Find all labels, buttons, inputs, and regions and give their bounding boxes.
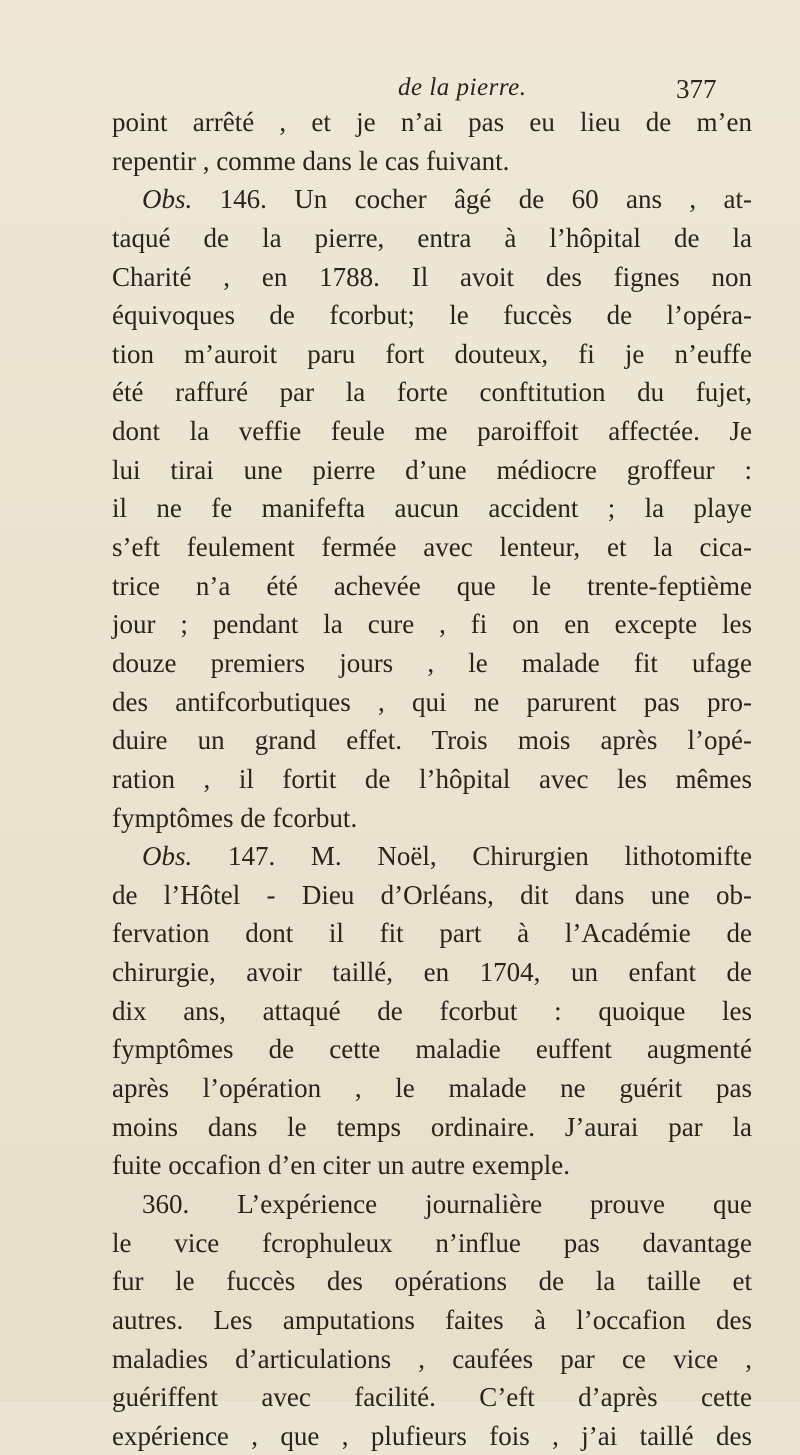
text-line	[112, 180, 752, 219]
text-line	[112, 335, 752, 374]
line-text: jour ; pendant la cure , fi on en excepte les	[112, 609, 752, 640]
line-text: après l’opération , le malade ne guérit pas	[112, 1073, 752, 1104]
line-text: des antifcorbutiques , qui ne parurent pas pro-	[112, 686, 752, 717]
line-text: le vice fcrophuleux n’influe pas davantage	[112, 1227, 752, 1258]
text-line	[112, 1146, 752, 1185]
line-text: 147. M. Noël, Chirurgien lithotomifte	[192, 841, 752, 872]
text-line	[112, 760, 752, 799]
text-line	[112, 528, 752, 567]
text-line	[112, 142, 752, 181]
line-text: chirurgie, avoir taillé, en 1704, un enfant de	[112, 957, 752, 988]
text-line	[112, 1378, 752, 1417]
line-text: équivoques de fcorbut; le fuccès de l’opéra-	[112, 300, 752, 331]
line-text: fymptômes de cette maladie euffent augmenté	[112, 1034, 752, 1065]
text-line	[112, 1069, 752, 1108]
line-text: guériffent avec facilité. C’eft d’après cette	[112, 1382, 752, 1413]
line-text: repentir , comme dans le cas fuivant.	[112, 145, 510, 176]
line-text: fuite occafion d’en citer un autre exemple.	[112, 1150, 571, 1181]
text-line	[112, 103, 752, 142]
text-line	[112, 605, 752, 644]
body-text	[112, 103, 752, 1455]
line-text: lui tirai une pierre d’une médiocre groffeur :	[112, 454, 752, 485]
line-text: dix ans, attaqué de fcorbut : quoique les	[112, 995, 752, 1026]
text-line	[112, 1262, 752, 1301]
text-line	[112, 1030, 752, 1069]
text-line	[112, 683, 752, 722]
text-line	[112, 1185, 752, 1224]
observation-label: Obs.	[142, 841, 193, 872]
running-title: de la pierre.	[398, 74, 527, 101]
line-text: 360. L’expérience journalière prouve que	[142, 1188, 752, 1219]
line-text: été raffuré par la forte conftitution du fujet,	[112, 377, 752, 408]
line-text: duire un grand effet. Trois mois après l’opé-	[112, 725, 752, 756]
line-text: expérience , que , plufieurs fois , j’ai taillé des	[112, 1420, 752, 1451]
line-text: dont la veffie feule me paroiffoit affectée. Je	[112, 416, 752, 447]
line-text: trice n’a été achevée que le trente-feptième	[112, 570, 752, 601]
text-line	[112, 721, 752, 760]
text-line	[112, 1108, 752, 1147]
text-line	[112, 567, 752, 606]
text-line	[112, 914, 752, 953]
page-number: 377	[676, 74, 717, 104]
text-line	[112, 373, 752, 412]
line-text: douze premiers jours , le malade fit ufage	[112, 647, 752, 678]
text-line	[112, 1301, 752, 1340]
line-text: il ne fe manifefta aucun accident ; la playe	[112, 493, 752, 524]
line-text: taqué de la pierre, entra à l’hôpital de la	[112, 222, 752, 253]
text-line	[112, 489, 752, 528]
text-line	[112, 412, 752, 451]
text-line	[112, 258, 752, 297]
line-text: fervation dont il fit part à l’Académie de	[112, 918, 752, 949]
line-text: Charité , en 1788. Il avoit des fignes non	[112, 261, 752, 292]
text-line	[112, 953, 752, 992]
line-text: ration , il fortit de l’hôpital avec les mêmes	[112, 763, 752, 794]
line-text: moins dans le temps ordinaire. J’aurai par la	[112, 1111, 752, 1142]
observation-label: Obs.	[142, 184, 193, 215]
text-line	[112, 992, 752, 1031]
text-line	[112, 1340, 752, 1379]
text-line	[112, 799, 752, 838]
text-line	[112, 876, 752, 915]
text-line	[112, 837, 752, 876]
line-text: fur le fuccès des opérations de la taille et	[112, 1266, 752, 1297]
line-text: de l’Hôtel - Dieu d’Orléans, dit dans une ob-	[112, 879, 752, 910]
line-text: s’eft feulement fermée avec lenteur, et la cica-	[112, 532, 752, 563]
line-text: fymptômes de fcorbut.	[112, 802, 358, 833]
text-line	[112, 296, 752, 335]
text-line	[112, 219, 752, 258]
line-text: point arrêté , et je n’ai pas eu lieu de m’en	[112, 107, 752, 137]
text-line	[112, 1417, 752, 1455]
line-text: 146. Un cocher âgé de 60 ans , at-	[192, 184, 752, 215]
line-text: autres. Les amputations faites à l’occafion des	[112, 1304, 752, 1335]
line-text: maladies d’articulations , caufées par ce vice ,	[112, 1343, 752, 1374]
text-line	[112, 451, 752, 490]
line-text: tion m’auroit paru fort douteux, fi je n’euffe	[112, 338, 752, 369]
text-line	[112, 1224, 752, 1263]
text-line	[112, 644, 752, 683]
